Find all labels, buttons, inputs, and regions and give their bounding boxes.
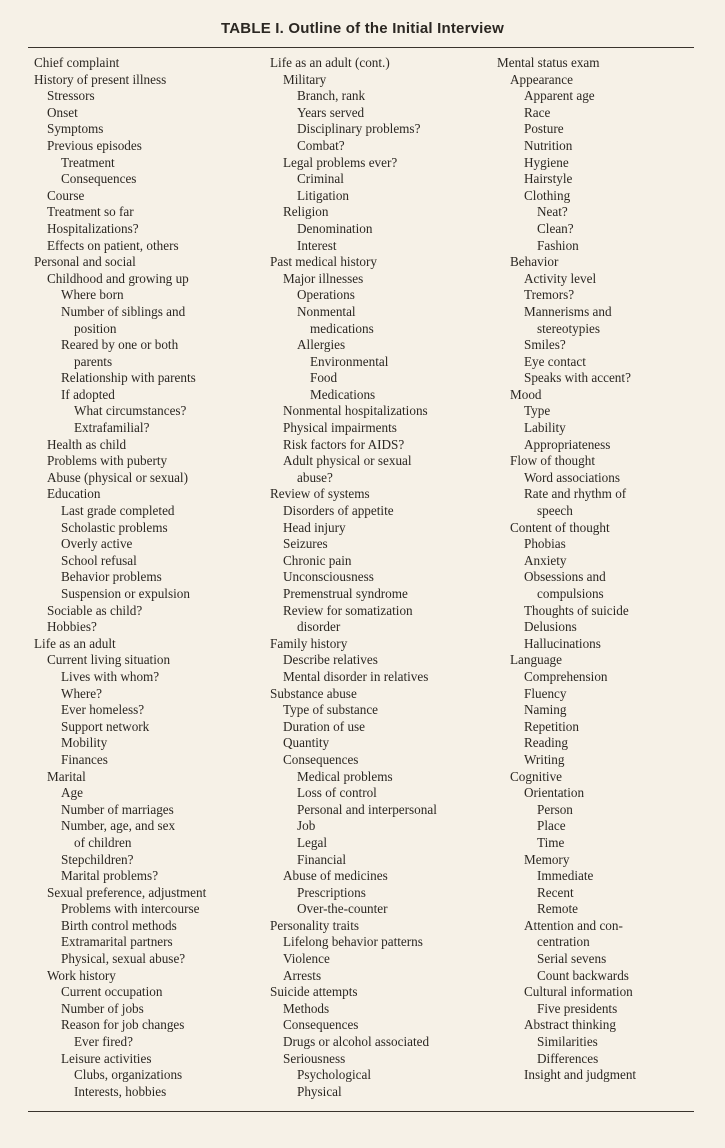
outline-item: Methods bbox=[283, 1000, 330, 1016]
outline-item: Type of substance bbox=[283, 702, 379, 718]
outline-item: Similarities bbox=[537, 1034, 598, 1050]
outline-item: Posture bbox=[524, 121, 564, 137]
outline-item: Race bbox=[524, 104, 551, 120]
outline-item: of children bbox=[74, 834, 132, 850]
outline-item: Treatment bbox=[61, 154, 115, 170]
outline-item: Obsessions and bbox=[524, 569, 606, 585]
outline-item: Number of jobs bbox=[61, 1000, 144, 1016]
outline-item: School refusal bbox=[61, 552, 137, 568]
outline-item: Birth control methods bbox=[61, 917, 177, 933]
outline-item: Place bbox=[537, 818, 566, 834]
outline-item: Life as an adult (cont.) bbox=[270, 55, 390, 70]
outline-item: Consequences bbox=[61, 171, 137, 187]
outline-item: Years served bbox=[297, 104, 365, 120]
outline-item: Past medical history bbox=[270, 254, 377, 270]
outline-item: Clothing bbox=[524, 187, 571, 203]
outline-item: Flow of thought bbox=[510, 453, 595, 469]
outline-item: Marital problems? bbox=[61, 868, 159, 884]
outline-item: Where? bbox=[61, 685, 102, 701]
outline-item: Allergies bbox=[297, 337, 346, 353]
outline-item: speech bbox=[537, 503, 573, 519]
outline-item: Legal bbox=[297, 834, 328, 850]
outline-item: Consequences bbox=[283, 1017, 359, 1033]
outline-item: Finances bbox=[61, 751, 108, 767]
outline-item: Substance abuse bbox=[270, 685, 357, 701]
outline-item: Count backwards bbox=[537, 967, 629, 983]
outline-item: centration bbox=[537, 934, 590, 950]
outline-item: Reason for job changes bbox=[61, 1017, 185, 1033]
outline-item: Work history bbox=[47, 967, 116, 983]
outline-item: Number of siblings and bbox=[61, 303, 186, 319]
outline-item: Serial sevens bbox=[537, 951, 607, 967]
outline-item: Physical, sexual abuse? bbox=[61, 951, 186, 967]
outline-item: Branch, rank bbox=[297, 88, 366, 104]
outline-item: Onset bbox=[47, 104, 78, 120]
outline-item: Age bbox=[61, 785, 83, 801]
outline-item: Recent bbox=[537, 884, 574, 900]
outline-column-2 bbox=[270, 55, 492, 1100]
outline-item: Memory bbox=[524, 851, 570, 867]
outline-item: Phobias bbox=[524, 536, 566, 552]
outline-item: compulsions bbox=[537, 586, 604, 601]
outline-item: Food bbox=[310, 370, 338, 386]
outline-item: Ever fired? bbox=[74, 1034, 133, 1050]
outline-item: Person bbox=[537, 801, 573, 817]
outline-item: Mood bbox=[510, 386, 542, 402]
outline-item: Anxiety bbox=[524, 552, 567, 568]
outline-item: Religion bbox=[283, 204, 329, 220]
outline-item: Childhood and growing up bbox=[47, 270, 189, 286]
outline-item: Seizures bbox=[283, 536, 328, 552]
outline-item: Fashion bbox=[537, 237, 579, 253]
outline-item: abuse? bbox=[297, 469, 333, 485]
outline-item: Comprehension bbox=[524, 668, 608, 684]
outline-item: Clean? bbox=[537, 220, 574, 236]
outline-item: Reading bbox=[524, 735, 568, 751]
outline-item: Appropriateness bbox=[524, 436, 611, 452]
outline-item: Support network bbox=[61, 718, 150, 734]
outline-item: Mannerisms and bbox=[524, 303, 612, 319]
outline-item: Legal problems ever? bbox=[283, 154, 398, 170]
outline-item: Fluency bbox=[524, 685, 567, 701]
outline-item: Clubs, organizations bbox=[74, 1067, 183, 1083]
outline-item: Leisure activities bbox=[61, 1050, 152, 1066]
outline-item: Cultural information bbox=[524, 984, 633, 1000]
outline-item: Education bbox=[47, 486, 101, 502]
outline-item: Adult physical or sexual bbox=[283, 453, 412, 469]
outline-item: Five presidents bbox=[537, 1000, 618, 1016]
outline-item: Family history bbox=[270, 635, 348, 651]
outline-item: Mental disorder in relatives bbox=[283, 668, 429, 684]
outline-item: Litigation bbox=[297, 187, 350, 203]
outline-item: Health as child bbox=[47, 436, 127, 452]
outline-item: Language bbox=[510, 652, 562, 668]
outline-item: Previous episodes bbox=[47, 137, 142, 153]
outline-item: Duration of use bbox=[283, 718, 366, 734]
outline-item: Naming bbox=[524, 702, 567, 718]
outline-item: Course bbox=[47, 187, 85, 203]
outline-item: Seriousness bbox=[283, 1050, 346, 1066]
outline-item: Type bbox=[524, 403, 551, 419]
outline-item: Unconsciousness bbox=[283, 569, 374, 585]
outline-item: Eye contact bbox=[524, 353, 586, 369]
outline-item: position bbox=[74, 320, 117, 336]
outline-item: Personality traits bbox=[270, 917, 360, 933]
outline-item: Life as an adult bbox=[34, 635, 116, 651]
outline-item: Orientation bbox=[524, 785, 585, 801]
outline-item: Major illnesses bbox=[283, 270, 364, 286]
outline-item: Lives with whom? bbox=[61, 668, 160, 684]
outline-item: Immediate bbox=[537, 868, 594, 884]
outline-item: Ever homeless? bbox=[61, 702, 145, 718]
outline-item: Hospitalizations? bbox=[47, 220, 139, 236]
outline-item: Extramarital partners bbox=[61, 934, 173, 950]
outline-item: Loss of control bbox=[297, 785, 377, 801]
outline-item: If adopted bbox=[61, 386, 115, 402]
outline-item: Military bbox=[283, 71, 327, 87]
outline-item: Tremors? bbox=[524, 287, 575, 303]
outline-item: Nonmental hospitalizations bbox=[283, 403, 428, 419]
outline-item: Stepchildren? bbox=[61, 851, 134, 867]
outline-item: Behavior bbox=[510, 254, 559, 270]
outline-item: Repetition bbox=[524, 718, 579, 734]
outline-item: Environmental bbox=[310, 353, 389, 369]
outline-item: Effects on patient, others bbox=[47, 237, 179, 253]
outline-item: Medical problems bbox=[297, 768, 393, 784]
outline-item: Operations bbox=[297, 287, 355, 303]
outline-item: Apparent age bbox=[524, 88, 595, 104]
outline-item: Thoughts of suicide bbox=[524, 602, 629, 618]
outline-item: disorder bbox=[297, 619, 341, 635]
outline-item: Last grade completed bbox=[61, 503, 175, 519]
outline-item: Attention and con- bbox=[524, 917, 623, 933]
outline-item: stereotypies bbox=[537, 320, 600, 336]
outline-item: Overly active bbox=[61, 536, 133, 552]
outline-item: Number of marriages bbox=[61, 801, 174, 817]
outline-item: Extrafamilial? bbox=[74, 420, 150, 436]
outline-item: Scholastic problems bbox=[61, 519, 168, 535]
outline-item: Criminal bbox=[297, 171, 344, 187]
outline-item: Lability bbox=[524, 420, 566, 436]
outline-item: Where born bbox=[61, 287, 124, 303]
outline-item: Hygiene bbox=[524, 154, 569, 170]
outline-item: Cognitive bbox=[510, 768, 563, 784]
outline-item: Behavior problems bbox=[61, 569, 162, 585]
outline-item: Problems with intercourse bbox=[61, 901, 200, 917]
outline-item: Interests, hobbies bbox=[74, 1083, 167, 1099]
outline-item: Combat? bbox=[297, 137, 345, 153]
outline-item: Stressors bbox=[47, 88, 95, 104]
outline-item: Neat? bbox=[537, 204, 568, 220]
outline-item: Consequences bbox=[283, 751, 359, 767]
outline-item: Appearance bbox=[510, 71, 573, 87]
outline-item: Hallucinations bbox=[524, 635, 601, 651]
outline-item: Writing bbox=[524, 751, 565, 767]
outline-item: Describe relatives bbox=[283, 652, 378, 668]
outline-item: medications bbox=[310, 320, 374, 336]
outline-item: Premenstrual syndrome bbox=[283, 586, 408, 601]
outline-item: Prescriptions bbox=[297, 884, 366, 900]
outline-item: Sexual preference, adjustment bbox=[47, 884, 207, 900]
outline-item: Remote bbox=[537, 901, 579, 917]
outline-item: Relationship with parents bbox=[61, 370, 196, 386]
outline-item: Drugs or alcohol associated bbox=[283, 1034, 430, 1050]
outline-item: Personal and social bbox=[34, 254, 136, 270]
outline-item: Review of systems bbox=[270, 486, 370, 502]
outline-item: Nonmental bbox=[297, 303, 356, 319]
outline-item: Chief complaint bbox=[34, 55, 120, 70]
outline-item: Denomination bbox=[297, 220, 373, 236]
outline-item: Financial bbox=[297, 851, 347, 867]
outline-item: Symptoms bbox=[47, 121, 104, 137]
outline-item: Problems with puberty bbox=[47, 453, 168, 469]
outline-item: Abuse of medicines bbox=[283, 868, 388, 884]
outline-item: Risk factors for AIDS? bbox=[283, 436, 405, 452]
outline-item: Reared by one or both bbox=[61, 337, 179, 353]
outline-item: Differences bbox=[537, 1050, 599, 1066]
outline-item: Medications bbox=[310, 386, 376, 402]
outline-item: Activity level bbox=[524, 270, 597, 286]
outline-item: Rate and rhythm of bbox=[524, 486, 627, 502]
outline-item: Delusions bbox=[524, 619, 577, 635]
outline-item: Current occupation bbox=[61, 984, 163, 1000]
outline-item: Interest bbox=[297, 237, 337, 253]
outline-item: Quantity bbox=[283, 735, 330, 751]
outline-item: Chronic pain bbox=[283, 552, 352, 568]
outline-item: Violence bbox=[283, 951, 330, 967]
outline-item: Review for somatization bbox=[283, 602, 413, 618]
outline-item: Lifelong behavior patterns bbox=[283, 934, 423, 950]
outline-item: Physical impairments bbox=[283, 420, 397, 436]
bottom-rule bbox=[28, 1111, 694, 1112]
outline-item: History of present illness bbox=[34, 71, 167, 87]
outline-item: Current living situation bbox=[47, 652, 171, 668]
outline-item: Insight and judgment bbox=[524, 1067, 637, 1083]
table-title: TABLE I. Outline of the Initial Interview bbox=[221, 20, 504, 37]
outline-item: Smiles? bbox=[524, 337, 566, 353]
outline-item: Head injury bbox=[283, 519, 346, 535]
outline-item: Physical bbox=[297, 1083, 342, 1099]
outline-item: Content of thought bbox=[510, 519, 610, 535]
outline-item: Word associations bbox=[524, 469, 620, 485]
outline-item: Suicide attempts bbox=[270, 984, 358, 1000]
outline-item: Number, age, and sex bbox=[61, 818, 176, 834]
outline-item: Over-the-counter bbox=[297, 901, 388, 917]
outline-item: Time bbox=[537, 834, 565, 850]
outline-item: Abstract thinking bbox=[524, 1017, 616, 1033]
outline-item: Speaks with accent? bbox=[524, 370, 631, 386]
outline-item: Hairstyle bbox=[524, 171, 573, 187]
outline-item: Disciplinary problems? bbox=[297, 121, 421, 137]
top-rule bbox=[28, 47, 694, 48]
outline-item: Arrests bbox=[283, 967, 322, 983]
outline-item: Psychological bbox=[297, 1067, 371, 1083]
outline-item: Nutrition bbox=[524, 137, 573, 153]
outline-item: Disorders of appetite bbox=[283, 503, 394, 519]
outline-item: parents bbox=[74, 353, 113, 369]
outline-item: Hobbies? bbox=[47, 619, 97, 635]
outline-item: Sociable as child? bbox=[47, 602, 143, 618]
outline-column-3 bbox=[497, 55, 669, 1084]
outline-item: Personal and interpersonal bbox=[297, 801, 437, 817]
outline-item: Abuse (physical or sexual) bbox=[47, 469, 188, 485]
outline-item: What circumstances? bbox=[74, 403, 187, 419]
outline-item: Job bbox=[297, 818, 316, 834]
outline-column-1 bbox=[34, 55, 264, 1100]
outline-item: Suspension or expulsion bbox=[61, 586, 190, 601]
outline-item: Mental status exam bbox=[497, 55, 600, 70]
outline-item: Marital bbox=[47, 768, 86, 784]
outline-item: Treatment so far bbox=[47, 204, 134, 220]
outline-item: Mobility bbox=[61, 735, 108, 751]
